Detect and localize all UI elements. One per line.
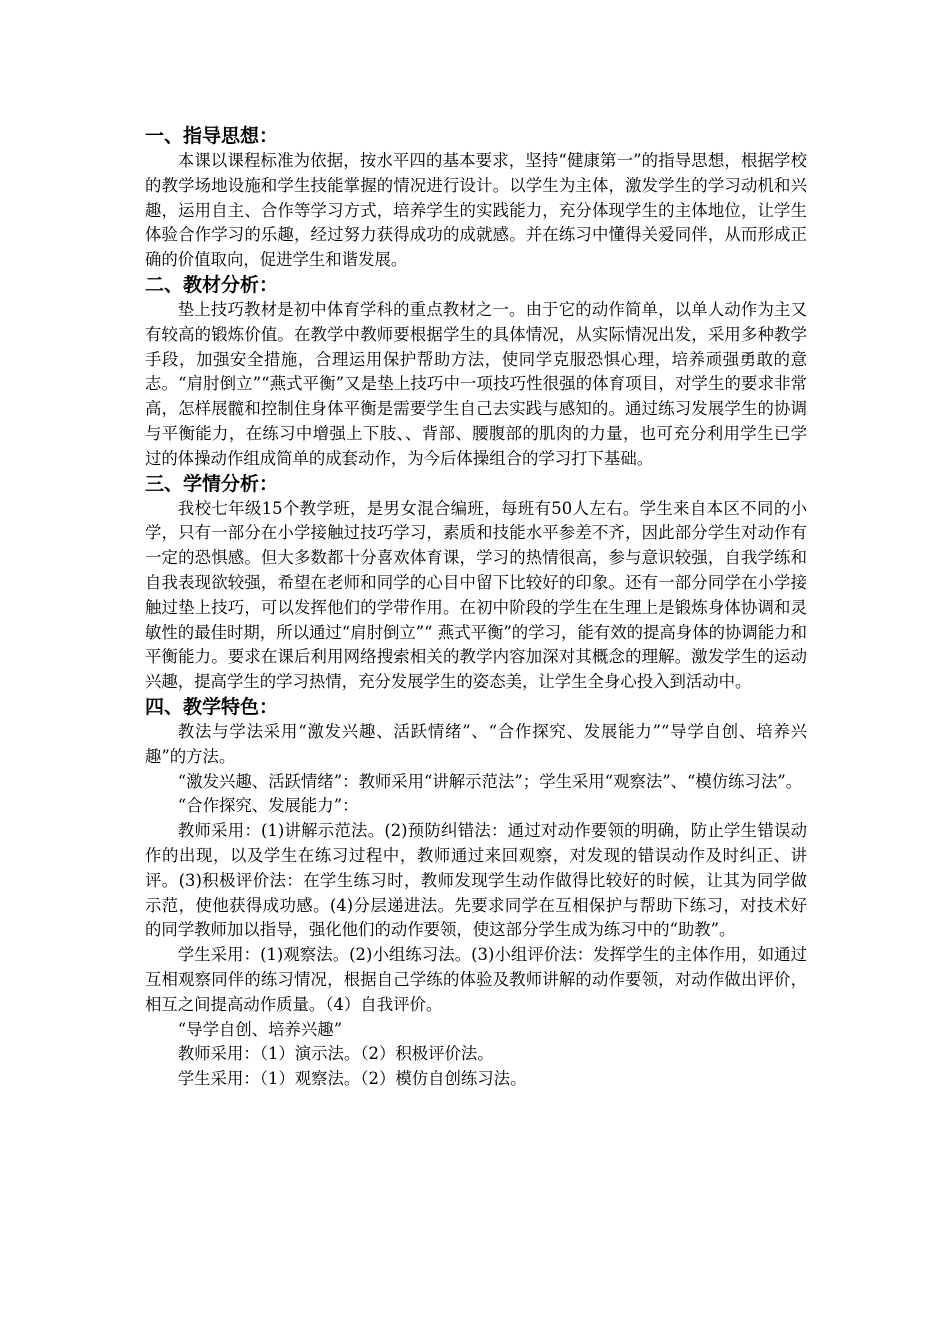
paragraph-cooperative-inquiry-title: “合作探究、发展能力”： [177, 796, 359, 816]
paragraph-teacher-methods-2: 教师采用：（1）演示法。（2）积极评价法。 [177, 1044, 494, 1064]
paragraph-teacher-methods: 教师采用：(1)讲解示范法。(2)预防纠错法：通过对动作要领的明确，防止学生错误动作的出现，以及学生在练习过程中，教师通过来回观察，对发现的错误动作及时纠正、讲评。(3)积极评价法：在学生练习时，教师发现学生动作做得比较好的时候，让其为同学做示范，使他获得成功感。(4)分层递进法。先要求同学在互相保护与帮助下练习，对技术好的同学教师加以指导，强化他们的动作要领，使这部分学生成为练习中的“助教”。 [145, 821, 807, 940]
section-heading-material-analysis: 二、教材分析： [145, 273, 279, 296]
paragraph-student-analysis: 我校七年级15个教学班，是男女混合编班，每班有50人左右。学生来自本区不同的小学，只有一部分在小学接触过技巧学习，素质和技能水平参差不齐，因此部分学生对动作有一定的恐惧感。但大多数都十分喜欢体育课，学习的热情很高，参与意识较强，自我学练和自我表现欲较强，希望在老师和同学的心目中留下比较好的印象。还有一部分同学在小学接触过垫上技巧，可以发挥他们的学带作用。在初中阶段的学生在生理上是锻炼身体协调和灵敏性的最佳时期，所以通过“肩肘倒立”“ 燕式平衡”的学习，能有效的提高身体的协调能力和平衡能力。要求在课后利用网络搜索相关的教学内容加深对其概念的理解。激发学生的运动兴趣，提高学生的学习热情，充分发展学生的姿态美，让学生全身心投入到活动中。 [145, 498, 807, 692]
section-heading-student-analysis: 三、学情分析： [145, 472, 279, 495]
paragraph-student-methods: 学生采用：(1)观察法。(2)小组练习法。(3)小组评价法：发挥学生的主体作用，如通过互相观察同伴的练习情况，根据自己学练的体验及教师讲解的动作要领，对动作做出评价，相互之间提高动作质量。（4）自我评价。 [145, 945, 807, 1014]
section-heading-teaching-features: 四、教学特色： [145, 695, 279, 718]
paragraph-guiding-ideology: 本课以课程标准为依据，按水平四的基本要求，坚持“健康第一”的指导思想，根据学校的教学场地设施和学生技能掌握的情况进行设计。以学生为主体，激发学生的学习动机和兴趣，运用自主、合作等学习方式，培养学生的实践能力，充分体现学生的主体地位，让学生体验合作学习的乐趣，经过努力获得成功的成就感。并在练习中懂得关爱同伴，从而形成正确的价值取向，促进学生和谐发展。 [145, 151, 807, 270]
paragraph-material-analysis: 垫上技巧教材是初中体育学科的重点教材之一。由于它的动作简单，以单人动作为主又有较高的锻炼价值。在教学中教师要根据学生的具体情况，从实际情况出发，采用多种教学手段，加强安全措施，合理运用保护帮助方法，使同学克服恐惧心理，培养顽强勇敢的意志。“肩肘倒立”“燕式平衡”又是垫上技巧中一项技巧性很强的体育项目，对学生的要求非常高，怎样展髋和控制住身体平衡是需要学生自己去实践与感知的。通过练习发展学生的协调与平衡能力，在练习中增强上下肢、、背部、腰腹部的肌肉的力量，也可充分利用学生已学过的体操动作组成简单的成套动作，为今后体操组合的学习打下基础。 [145, 299, 807, 468]
paragraph-student-methods-2: 学生采用：（1）观察法。（2）模仿自创练习法。 [177, 1069, 527, 1089]
paragraph-stimulate-interest: “激发兴趣、活跃情绪”：教师采用“讲解示范法”；学生采用“观察法”、“模仿练习法”。 [177, 771, 803, 791]
paragraph-guided-creation-title: “导学自创、培养兴趣” [177, 1019, 343, 1039]
paragraph-teaching-methods-intro: 教法与学法采用“激发兴趣、活跃情绪”、“合作探究、发展能力”“导学自创、培养兴趣”的方法。 [145, 721, 807, 766]
section-heading-guiding-ideology: 一、指导思想： [145, 125, 279, 147]
document-page [145, 124, 807, 1092]
